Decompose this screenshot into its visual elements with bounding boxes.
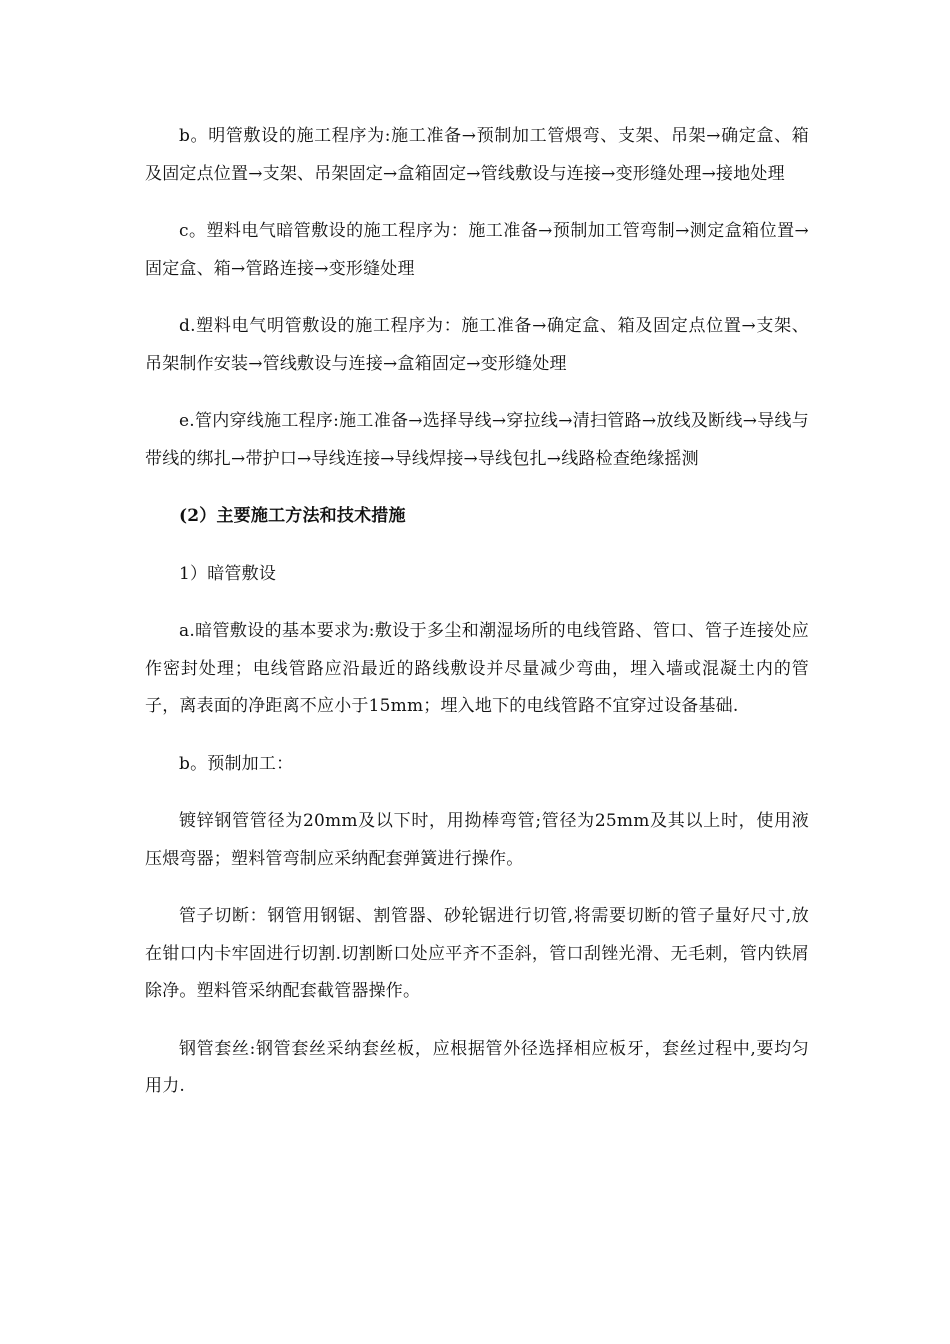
paragraph-plastic-concealed-conduit-procedure: c。塑料电气暗管敷设的施工程序为：施工准备→预制加工管弯制→测定盒箱位置→固定盒、箱→管路连接→变形缝处理: [145, 221, 809, 279]
paragraph-pipe-threading: 钢管套丝:钢管套丝采纳套丝板，应根据管外径选择相应板牙，套丝过程中,要均匀用力.: [145, 1038, 809, 1096]
paragraph-wire-threading-procedure: e.管内穿线施工程序:施工准备→选择导线→穿拉线→清扫管路→放线及断线→导线与带线的绑扎→带护口→导线连接→导线焊接→导线包扎→线路检查绝缘摇测: [145, 411, 809, 469]
subsection-heading-concealed-conduit: 1）暗管敷设: [179, 563, 277, 584]
paragraph-concealed-conduit-requirements: a.暗管敷设的基本要求为:敷设于多尘和潮湿场所的电线管路、管口、管子连接处应作密封处理；电线管路应沿最近的路线敷设并尽量减少弯曲，埋入墙或混凝土内的管子，离表面的净距离不应小于15mm；埋入地下的电线管路不宜穿过设备基础.: [145, 621, 809, 716]
paragraph-exposed-conduit-procedure: b。明管敷设的施工程序为:施工准备→预制加工管煨弯、支架、吊架→确定盒、箱及固定点位置→支架、吊架固定→盒箱固定→管线敷设与连接→变形缝处理→接地处理: [145, 126, 809, 184]
paragraph-pipe-bending: 镀锌钢管管径为20mm及以下时，用拗棒弯管;管径为25mm及其以上时，使用液压煨弯器；塑料管弯制应采纳配套弹簧进行操作。: [145, 811, 809, 869]
document-body: [145, 118, 809, 1126]
section-heading-methods: (2）主要施工方法和技术措施: [179, 506, 406, 526]
paragraph-prefabrication-heading: b。预制加工：: [179, 753, 294, 774]
paragraph-plastic-exposed-conduit-procedure: d.塑料电气明管敷设的施工程序为：施工准备→确定盒、箱及固定点位置→支架、吊架制作安装→管线敷设与连接→盒箱固定→变形缝处理: [145, 316, 809, 374]
paragraph-pipe-cutting: 管子切断：钢管用钢锯、割管器、砂轮锯进行切管,将需要切断的管子量好尺寸,放在钳口内卡牢固进行切割.切割断口处应平齐不歪斜，管口刮锉光滑、无毛刺，管内铁屑除净。塑料管采纳配套截管器操作。: [145, 906, 809, 1001]
